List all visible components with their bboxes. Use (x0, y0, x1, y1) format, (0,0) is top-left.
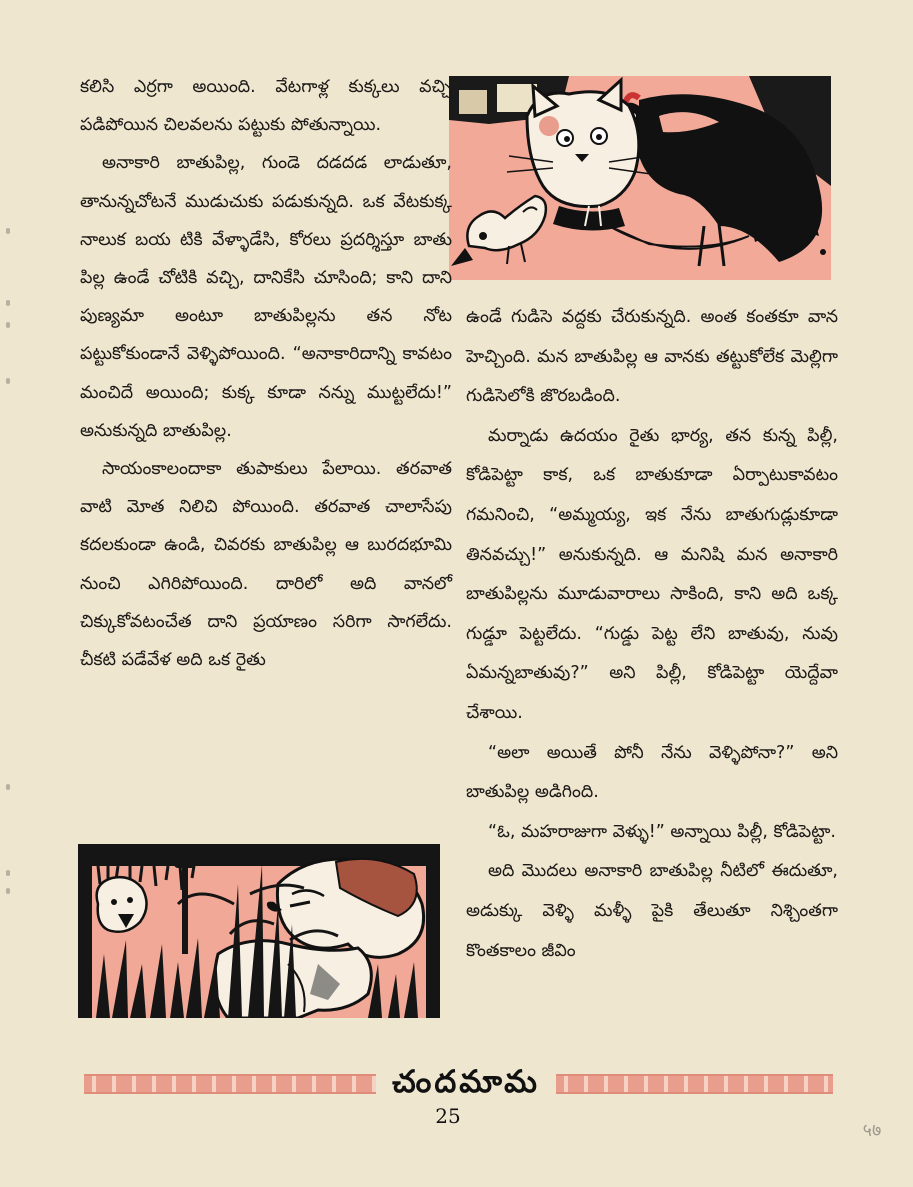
decorative-border-left (84, 1074, 376, 1094)
binding-hole (6, 322, 10, 328)
illustration-cat-rooster-duckling (449, 76, 831, 280)
binding-hole (6, 228, 10, 234)
binding-hole (6, 300, 10, 306)
handwritten-corner-mark: ५७ (862, 1120, 882, 1141)
binding-hole (6, 784, 10, 790)
binding-hole (6, 870, 10, 876)
cat-rooster-drawing (449, 76, 831, 280)
paragraph: “అలా అయితే పోనీ నేను వెళ్ళిపోనా?” అని బాతుపిల్ల అడిగింది. (466, 742, 838, 803)
decorative-border-right (556, 1074, 833, 1094)
right-text-column (466, 298, 838, 971)
paragraph: “ఓ, మహరాజుగా వెళ్ళు!” అన్నాయి పిల్లీ, కోడిపెట్టా. (488, 821, 836, 842)
paragraph: అది మొదలు అనాకారి బాతుపిల్ల నీటిలో ఈదుతూ, అడుక్కు వెళ్ళి మళ్ళీ పైకి తేలుతూ నిశ్చింతగా కొంతకాలం జీవిం (466, 861, 838, 961)
paragraph: సాయంకాలందాకా తుపాకులు పేలాయి. తరవాత వాటి మోత నిలిచి పోయింది. తరవాత చాలాసేపు కదలకుండా ఉండి, చివరకు బాతుపిల్ల ఆ బురదభూమి నుంచి ఎగిరిపోయింది. దారిలో అది వానలో చిక్కుకోవటంచేత దాని ప్రయాణం సరిగా సాగలేదు. చీకటి పడేవేళ అది ఒక రైతు (80, 459, 452, 671)
illustration-dog-reeds-duckling (78, 844, 440, 1018)
paragraph: ఉండే గుడిసె వద్దకు చేరుకున్నది. అంత కంతకూ వాన హెచ్చింది. మన బాతుపిల్ల ఆ వానకు తట్టుకోలేక మెల్లిగా గుడిసెలోకి జొరబడింది. (466, 307, 838, 407)
dog-reeds-drawing (78, 844, 440, 1018)
page-number: 25 (435, 1104, 461, 1128)
paragraph: కలిసి ఎర్రగా అయింది. వేటగాళ్ల కుక్కలు వచ్చి పడిపోయిన చిలవలను పట్టుకు పోతున్నాయి. (80, 77, 452, 136)
binding-hole (6, 888, 10, 894)
left-text-column (80, 68, 452, 679)
magazine-name: చందమామ (392, 1064, 540, 1100)
binding-hole (6, 378, 10, 384)
paragraph: అనాకారి బాతుపిల్ల, గుండె దడదడ లాడుతూ, తానున్నచోటనే ముడుచుకు పడుకున్నది. ఒక వేటకుక్క నాలుక బయ టికి వేళ్ళాడేసి, కోరలు ప్రదర్శిస్తూ బాతు పిల్ల ఉండే చోటికి వచ్చి, దానికేసి చూసింది; కాని దాని పుణ్యమా అంటూ బాతుపిల్లను తన నోట పట్టుకోకుండానే వెళ్ళిపోయింది. “అనాకారిదాన్ని కావటం మంచిదే అయింది; కుక్క కూడా నన్ను ముట్టలేదు!” అనుకున్నది బాతుపిల్ల. (80, 153, 452, 441)
paragraph: మర్నాడు ఉదయం రైతు భార్య, తన కున్న పిల్లీ, కోడిపెట్టా కాక, ఒక బాతుకూడా ఏర్పాటుకావటం గమనించి, “అమ్మయ్య, ఇక నేను బాతుగుడ్లుకూడా తినవచ్చు!” అనుకున్నది. ఆ మనిషి మన అనాకారి బాతుపిల్లను మూడువారాలు సాకింది, కాని అది ఒక్క గుడ్డూ పెట్టలేదు. “గుడ్డు పెట్ట లేని బాతువు, నువు ఏమన్నబాతువు?” అని పిల్లీ, కోడిపెట్టా యెద్దేవా చేశాయి. (466, 425, 838, 723)
